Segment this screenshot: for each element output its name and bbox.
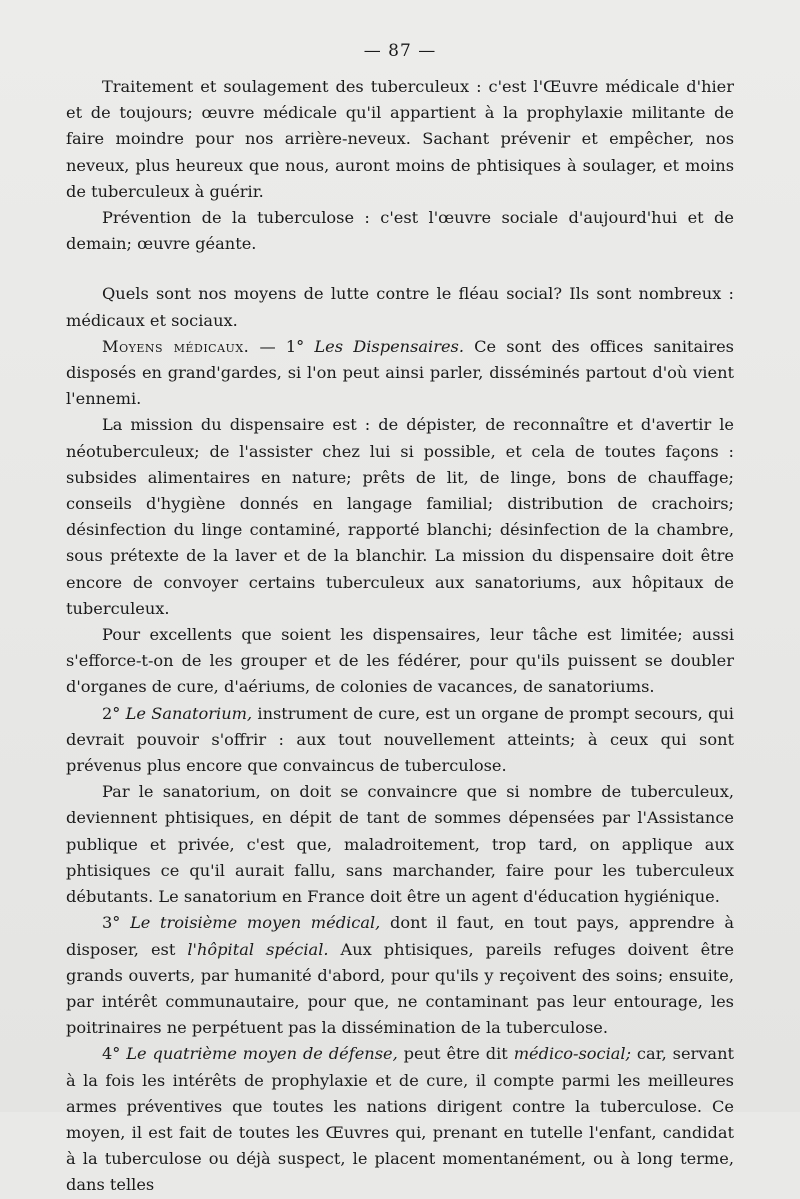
- paragraph-text: instrument de cure, est un organe de prompt secours, qui devrait pouvoir s'offrir : aux tout nouvellement atteints; à ceux qui sont prévenus plus encore que convaincus de tuberculose.: [66, 703, 734, 776]
- paragraph-text: peut être dit: [397, 1044, 514, 1064]
- page-number: — 87 —: [363, 41, 437, 61]
- paragraph-text: Pour excellents que soient les dispensaires, leur tâche est limitée; aussi s'efforce-t-on de les grouper et de les fédérer, pour qu'ils puissent se doubler d'organes de cure, d'aériums, de colonies de vacances, de sanatoriums.: [66, 625, 734, 697]
- item-number: 4°: [102, 1044, 127, 1064]
- paragraph-8: [66, 779, 734, 910]
- italic-term: médico-social;: [513, 1044, 632, 1064]
- paragraph-text: Ce sont des offices sanitaires disposés en grand'gardes, si l'on peut ainsi parler, disséminés partout d'où vient l'ennemi.: [66, 336, 734, 409]
- item-number: 3°: [102, 913, 131, 933]
- paragraph-2: [66, 205, 734, 257]
- paragraph-text: Quels sont nos moyens de lutte contre le fléau social? Ils sont nombreux : médicaux et sociaux.: [66, 284, 734, 330]
- item-number: 2°: [102, 703, 126, 723]
- paragraph-7: [66, 701, 734, 780]
- body-text: [66, 74, 734, 1199]
- paragraph-5: [66, 412, 734, 622]
- paragraph-text: Prévention de la tuberculose : c'est l'œuvre sociale d'aujourd'hui et de demain; œuvre géante.: [66, 208, 734, 254]
- paragraph-text: Par le sanatorium, on doit se convaincre que si nombre de tuberculeux, deviennent phtisiques, en dépit de tant de sommes dépensées par l'Assistance publique et privée, c'est que, maladroitement, trop tard, on applique aux phtisiques ce qu'il aurait fallu, sans marchander, faire pour les tuberculeux débutants. Le sanatorium en France doit être un agent d'éducation hygiénique.: [66, 782, 734, 907]
- paragraph-4: [66, 334, 734, 413]
- paragraph-9: [66, 910, 734, 1041]
- paragraph-text: Aux phtisiques, pareils refuges doivent être grands ouverts, par humanité d'abord, pour qu'ils y reçoivent des soins; ensuite, par intérêt communautaire, pour que, ne contaminant pas leur entourage, les poitrinaires ne perpétuent pas la dissémination de la tuberculose.: [66, 939, 734, 1038]
- italic-term: l'hôpital spécial.: [187, 939, 329, 959]
- item-number: — 1°: [249, 336, 315, 356]
- paragraph-text: La mission du dispensaire est : de dépister, de reconnaître et d'avertir le néotuberculeux; de l'assister chez lui si possible, et cela de toutes façons : subsides alimentaires en nature; prêts de lit, de linge, bons de chauffage; conseils d'hygiène donnés en langage familial; distribution de crachoirs; désinfection du linge contaminé, rapporté blanchi; désinfection de la chambre, sous prétexte de la laver et de la blanchir. La mission du dispensaire doit être encore de convoyer certains tuberculeux aux sanatoriums, aux hôpitaux de tuberculeux.: [66, 415, 734, 618]
- paragraph-3: [66, 281, 734, 333]
- italic-heading: Le Sanatorium,: [125, 703, 253, 723]
- paragraph-10: [66, 1041, 734, 1198]
- paragraph-text: car, servant à la fois les intérêts de prophylaxie et de cure, il compte parmi les meilleures armes préventives que toutes les nations dirigent contre la tuberculose. Ce moyen, il est fait de toutes les Œuvres qui, prenant en tutelle l'enfant, candidat à la tuberculose ou déjà suspect, le placent momentanément, ou à long terme, dans telles: [66, 1044, 735, 1195]
- paragraph-text: Traitement et soulagement des tuberculeux : c'est l'Œuvre médicale d'hier et de toujours; œuvre médicale qu'il appartient à la prophylaxie militante de faire moindre pour nos arrière-neveux. Sachant prévenir et empêcher, nos neveux, plus heureux que nous, auront moins de phtisiques à soulager, et moins de tuberculeux à guérir.: [66, 77, 734, 201]
- italic-heading: Le troisième moyen médical,: [130, 913, 381, 933]
- italic-heading: Le quatrième moyen de défense,: [126, 1044, 398, 1064]
- italic-heading: Les Dispensaires.: [314, 336, 464, 356]
- paragraph-1: [66, 74, 734, 205]
- paragraph-text: dont il faut, en tout pays, apprendre à disposer, est: [66, 913, 734, 959]
- section-label: Moyens médicaux.: [102, 336, 250, 356]
- paragraph-6: [66, 622, 734, 701]
